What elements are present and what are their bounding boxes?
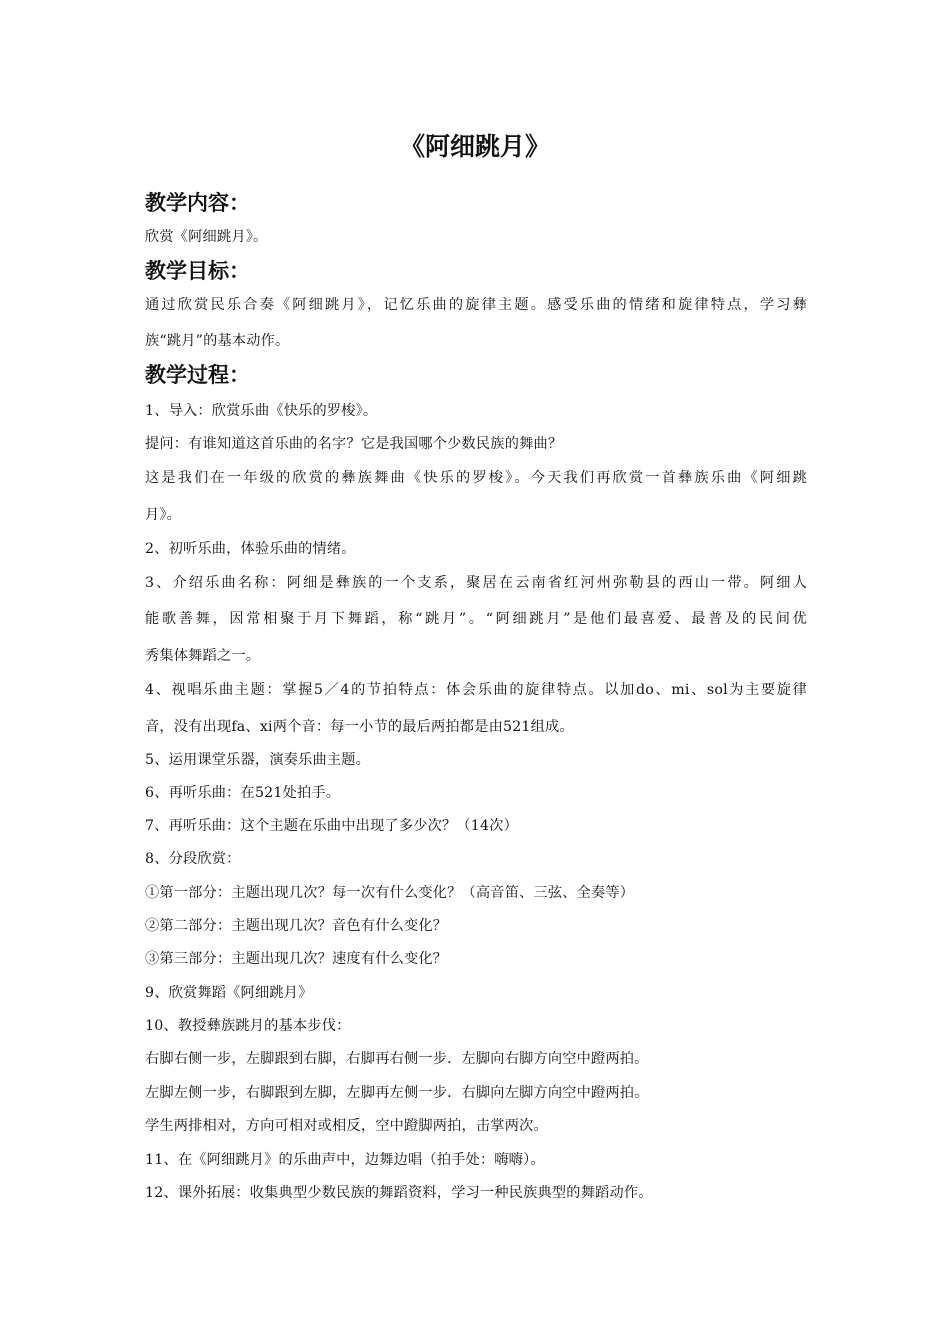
process-line: 7、再听乐曲：这个主题在乐曲中出现了多少次？（14次） (145, 818, 518, 834)
process-line: 12、课外拓展：收集典型少数民族的舞蹈资料，学习一种民族典型的舞蹈动作。 (145, 1185, 653, 1201)
process-line: 秀集体舞蹈之一。 (145, 648, 261, 664)
goal-line: 通过欣赏民乐合奏《阿细跳月》，记忆乐曲的旋律主题。感受乐曲的情绪和旋律特点，学习彝 (145, 297, 807, 313)
process-line: 3、介绍乐曲名称：阿细是彝族的一个支系，聚居在云南省红河州弥勒县的西山一带。阿细人 (145, 575, 807, 591)
process-line: 学生两排相对，方向可相对或相反，空中蹬脚两拍，击掌两次。 (145, 1118, 548, 1134)
process-line: 11、在《阿细跳月》的乐曲声中，边舞边唱（拍手处：嗨嗨）。 (145, 1152, 545, 1168)
document-title: 《阿细跳月》 (399, 132, 550, 161)
process-line: 5、运用课堂乐器，演奏乐曲主题。 (145, 752, 371, 768)
process-line: 能歌善舞，因常相聚于月下舞蹈，称“跳月”。“阿细跳月”是他们最喜爱、最普及的民间优 (145, 611, 807, 627)
process-line: 月》。 (145, 507, 182, 523)
process-line: 1、导入：欣赏乐曲《快乐的罗梭》。 (145, 403, 378, 419)
process-line: ①第一部分：主题出现几次？每一次有什么变化？（高音笛、三弦、全奏等） (145, 885, 635, 901)
process-line: 这是我们在一年级的欣赏的彝族舞曲《快乐的罗梭》。今天我们再欣赏一首彝族乐曲《阿细跳 (145, 470, 807, 486)
goal-line: 族“跳月”的基本动作。 (145, 333, 290, 349)
process-line: 10、教授彝族跳月的基本步伐： (145, 1018, 351, 1034)
process-line: 6、再听乐曲：在521处拍手。 (145, 785, 341, 801)
process-line: 提问：有谁知道这首乐曲的名字？它是我国哪个少数民族的舞曲？ (145, 436, 563, 452)
process-line: 右脚右侧一步，左脚跟到右脚，右脚再右侧一步．左脚向右脚方向空中蹬两拍。 (145, 1051, 649, 1067)
process-line: ③第三部分：主题出现几次？速度有什么变化？ (145, 951, 448, 967)
process-line: 音，没有出现fa、xi两个音：每一小节的最后两拍都是由521组成。 (145, 719, 574, 735)
process-line: 左脚左侧一步，右脚跟到左脚，左脚再左侧一步．右脚向左脚方向空中蹬两拍。 (145, 1085, 649, 1101)
goal-heading: 教学目标： (145, 259, 250, 283)
process-heading: 教学过程： (145, 363, 250, 387)
process-line: 9、欣赏舞蹈《阿细跳月》 (145, 985, 313, 1001)
content-heading: 教学内容： (145, 191, 250, 215)
process-line: 4、视唱乐曲主题：掌握5／4的节拍特点：体会乐曲的旋律特点。以加do、mi、sol为主要旋律 (145, 682, 807, 698)
process-line: 2、初听乐曲，体验乐曲的情绪。 (145, 541, 356, 557)
process-line: 8、分段欣赏： (145, 851, 241, 867)
content-text: 欣赏《阿细跳月》。 (145, 229, 268, 245)
process-line: ②第二部分：主题出现几次？音色有什么变化？ (145, 918, 448, 934)
